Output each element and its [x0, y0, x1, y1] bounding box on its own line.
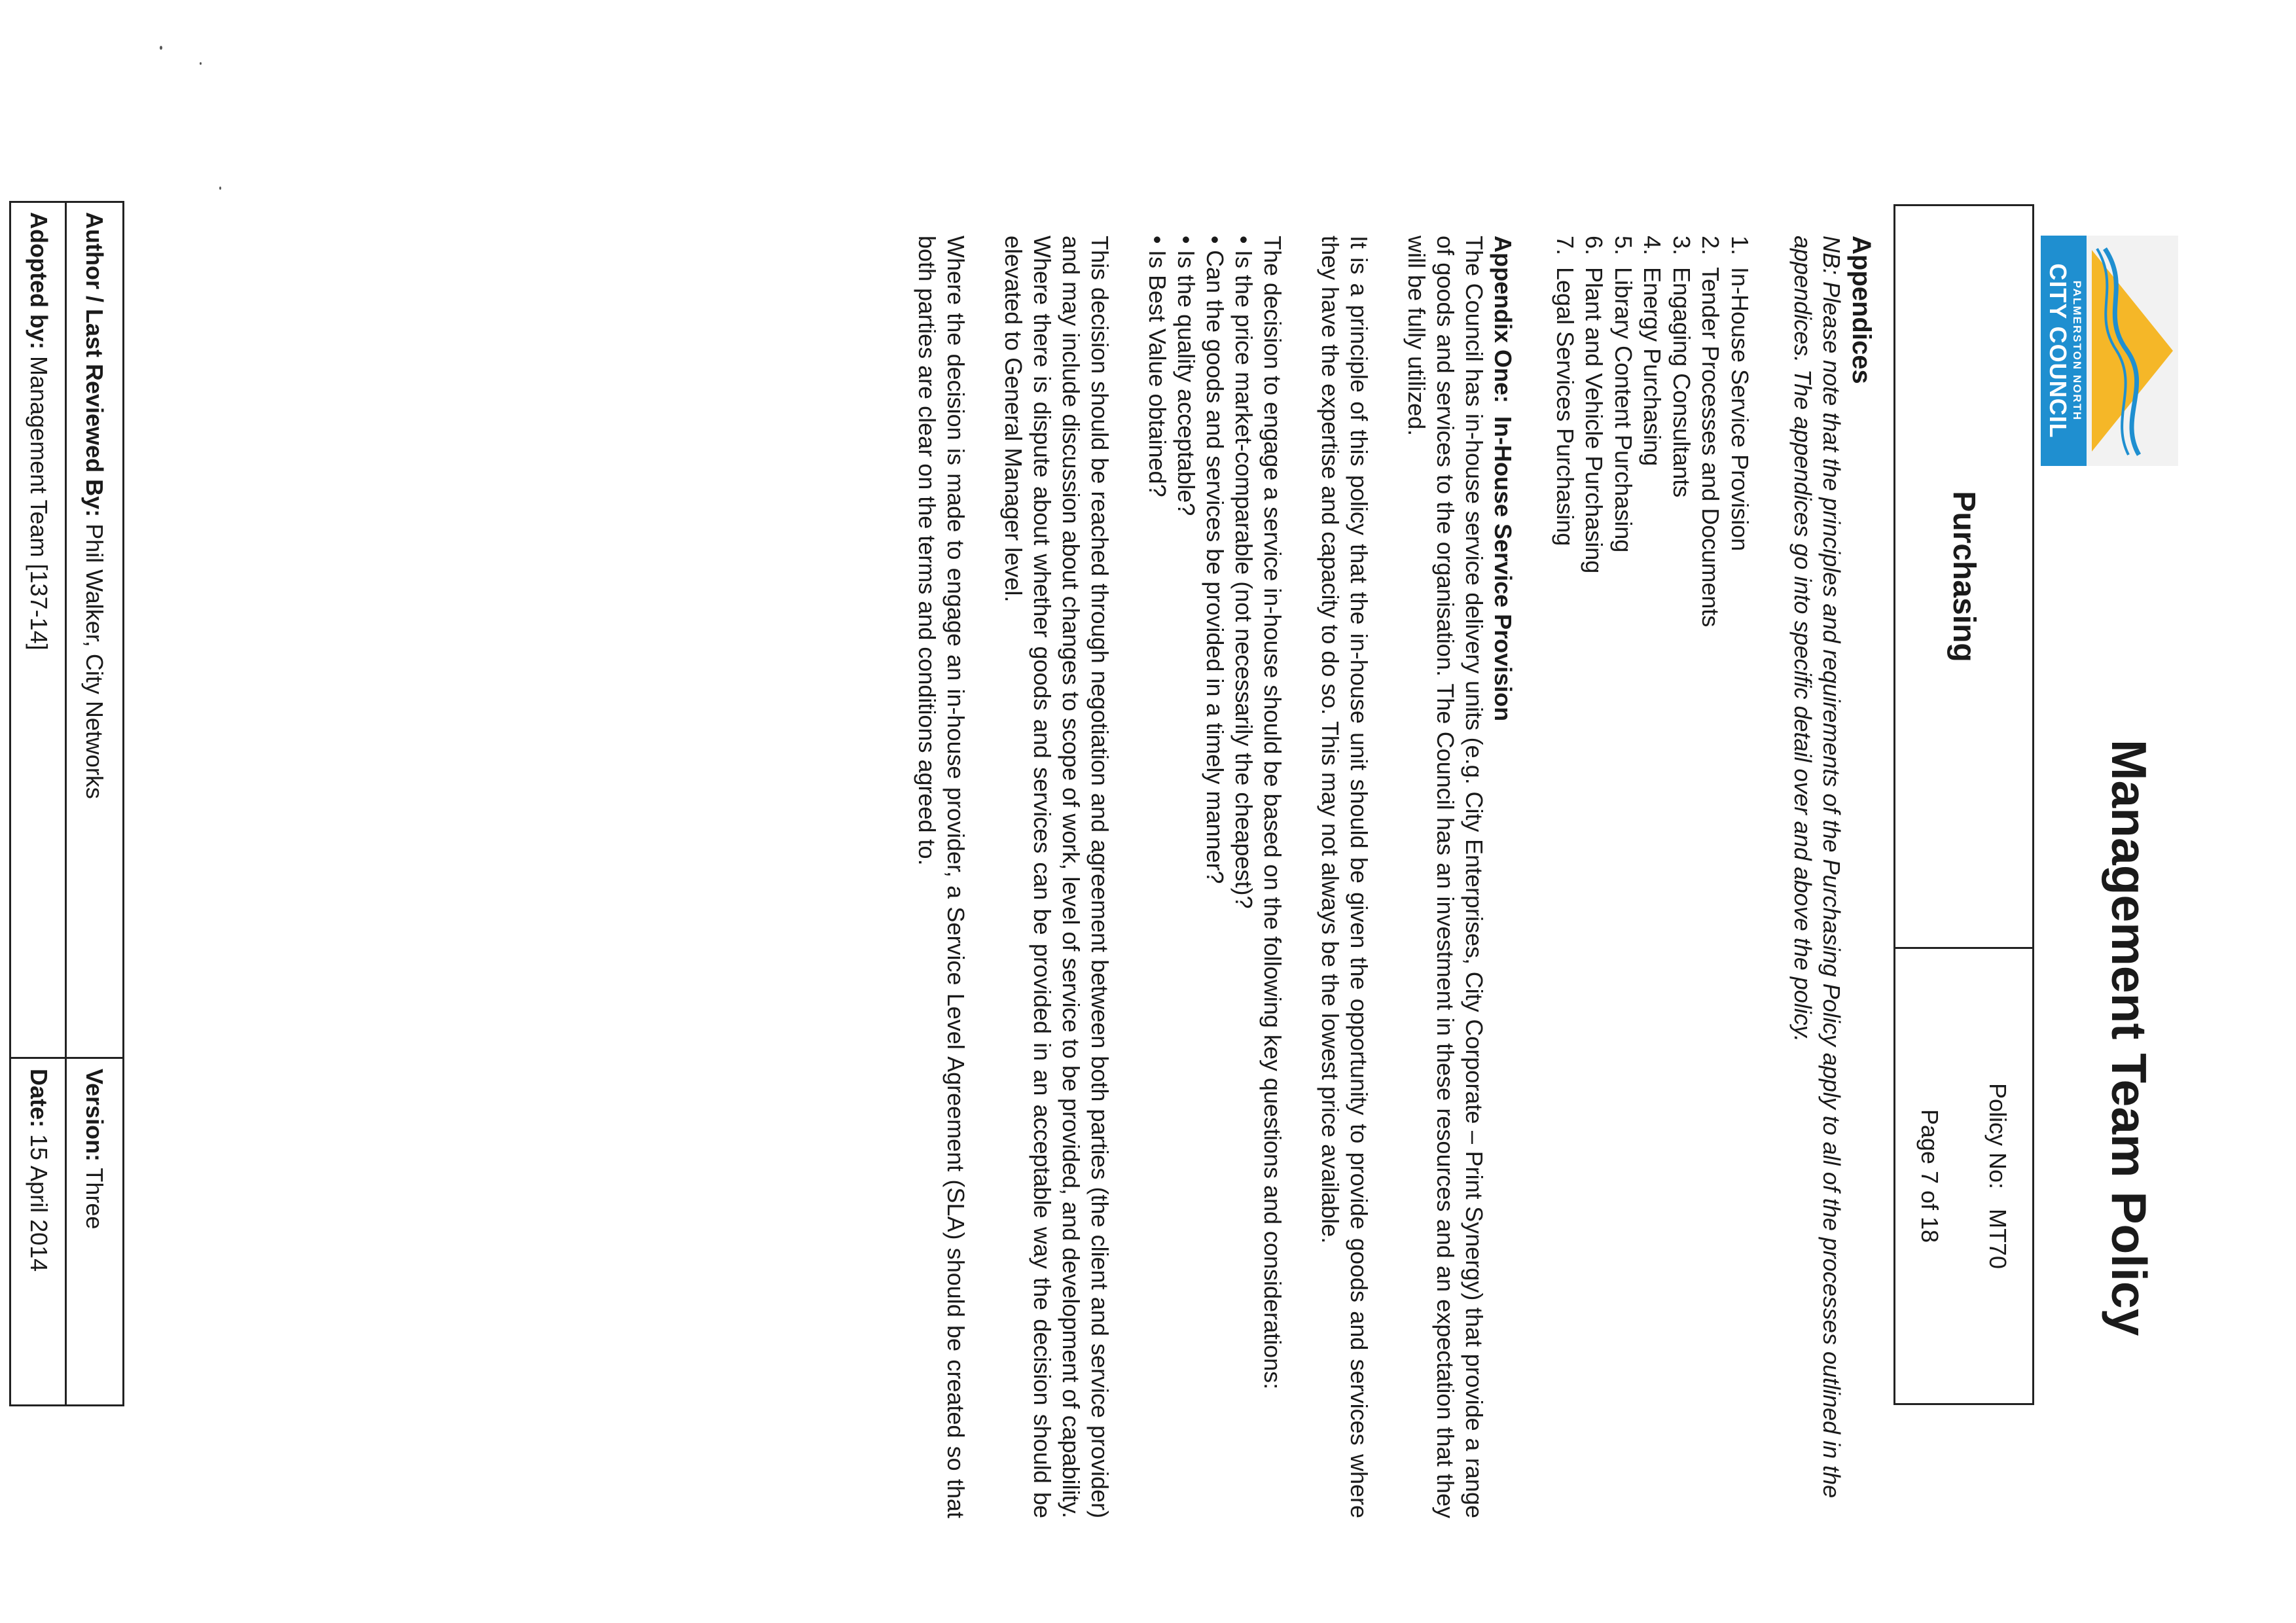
- appendix-one-para-1: The Council has in-house service delivery units (e.g. City Enterprises, City Corporate – Print Synergy) that provide a range of goods and services to the organisation. The Council has an investment in these resources and an expectation that they will be fully utilized.: [1403, 236, 1488, 1518]
- logo-line2: CITY COUNCIL: [2045, 263, 2072, 438]
- scan-speck: [219, 187, 221, 190]
- appendix-one-para-2: It is a principle of this policy that the in-house unit should be given the opportunity to provide goods and services where they have the expertise and capacity to do so. This may not always be the lowest price available.: [1317, 236, 1373, 1518]
- list-item: • Is the quality acceptable?: [1173, 236, 1200, 516]
- appendix-one-para-3: The decision to engage a service in-house should be based on the following key questions and considerations:: [1259, 236, 1287, 1390]
- policy-footer-table: [9, 201, 124, 1406]
- policy-content: [884, 236, 1878, 1518]
- council-logo: [2041, 236, 2178, 466]
- list-item: 1. In-House Service Provision: [1727, 236, 1753, 552]
- page-number: Page 7 of 18: [1916, 1109, 1943, 1243]
- key-questions-list: [1143, 236, 1259, 1518]
- list-item: 4. Energy Purchasing: [1639, 236, 1666, 467]
- policy-meta: [1895, 949, 2032, 1403]
- date-cell: Date: 15 April 2014: [26, 1069, 53, 1272]
- logo-emblem: [2087, 236, 2178, 466]
- appendices-note: NB: Please note that the principles and requirements of the Purchasing Policy apply to all of the processes outlined in the appendices. The appendices go into specific detail over and above the policy.: [1789, 236, 1845, 1499]
- document-title: Management Team Policy: [2102, 740, 2157, 1336]
- logo-band: [2041, 236, 2087, 466]
- list-item: 7. Legal Services Purchasing: [1552, 236, 1579, 546]
- version-cell: Version: Three: [81, 1069, 109, 1230]
- list-item: 2. Tender Processes and Documents: [1697, 236, 1725, 628]
- author-cell: Author / Last Reviewed By: Phil Walker, City Networks: [81, 212, 109, 799]
- list-item: • Is Best Value obtained?: [1144, 236, 1172, 497]
- list-item: • Can the goods and services be provided in a timely manner?: [1202, 236, 1229, 884]
- list-item: 6. Plant and Vehicle Purchasing: [1581, 236, 1608, 574]
- appendix-one-para-4: This decision should be reached through negotiation and agreement between both parties (the client and service provider) and may include discussion about changes to scope of work, level of service to be provided, and development of capability. Where there is dispute about whether goods and services can be provided in an acceptable way the decision should be elevated to General Manager level.: [1000, 236, 1114, 1518]
- footer-row-adopted: [11, 203, 67, 1404]
- policy-header-table: [1893, 204, 2034, 1405]
- list-item: 5. Library Content Purchasing: [1610, 236, 1637, 553]
- appendices-heading: Appendices: [1847, 236, 1876, 384]
- list-item: 3. Engaging Consultants: [1668, 236, 1695, 498]
- appendix-one-heading: Appendix One: In-House Service Provision: [1490, 236, 1517, 722]
- adopted-cell: Adopted by: Management Team [137-14]: [26, 212, 53, 651]
- footer-row-author: [65, 203, 122, 1404]
- policy-subject: Purchasing: [1895, 206, 2032, 949]
- appendix-one-para-5: Where the decision is made to engage an in-house provider, a Service Level Agreement (SLA) should be created so that both parties are clear on the terms and conditions agreed to.: [914, 236, 970, 1518]
- scan-speck: [200, 62, 202, 65]
- scan-speck: [160, 46, 162, 50]
- appendix-list: [1551, 236, 1755, 1518]
- policy-number: Policy No: MT70: [1984, 1082, 2012, 1270]
- list-item: • Is the price market-comparable (not necessarily the cheapest)?: [1230, 236, 1258, 909]
- logo-line1: PALMERSTON NORTH: [2071, 280, 2083, 421]
